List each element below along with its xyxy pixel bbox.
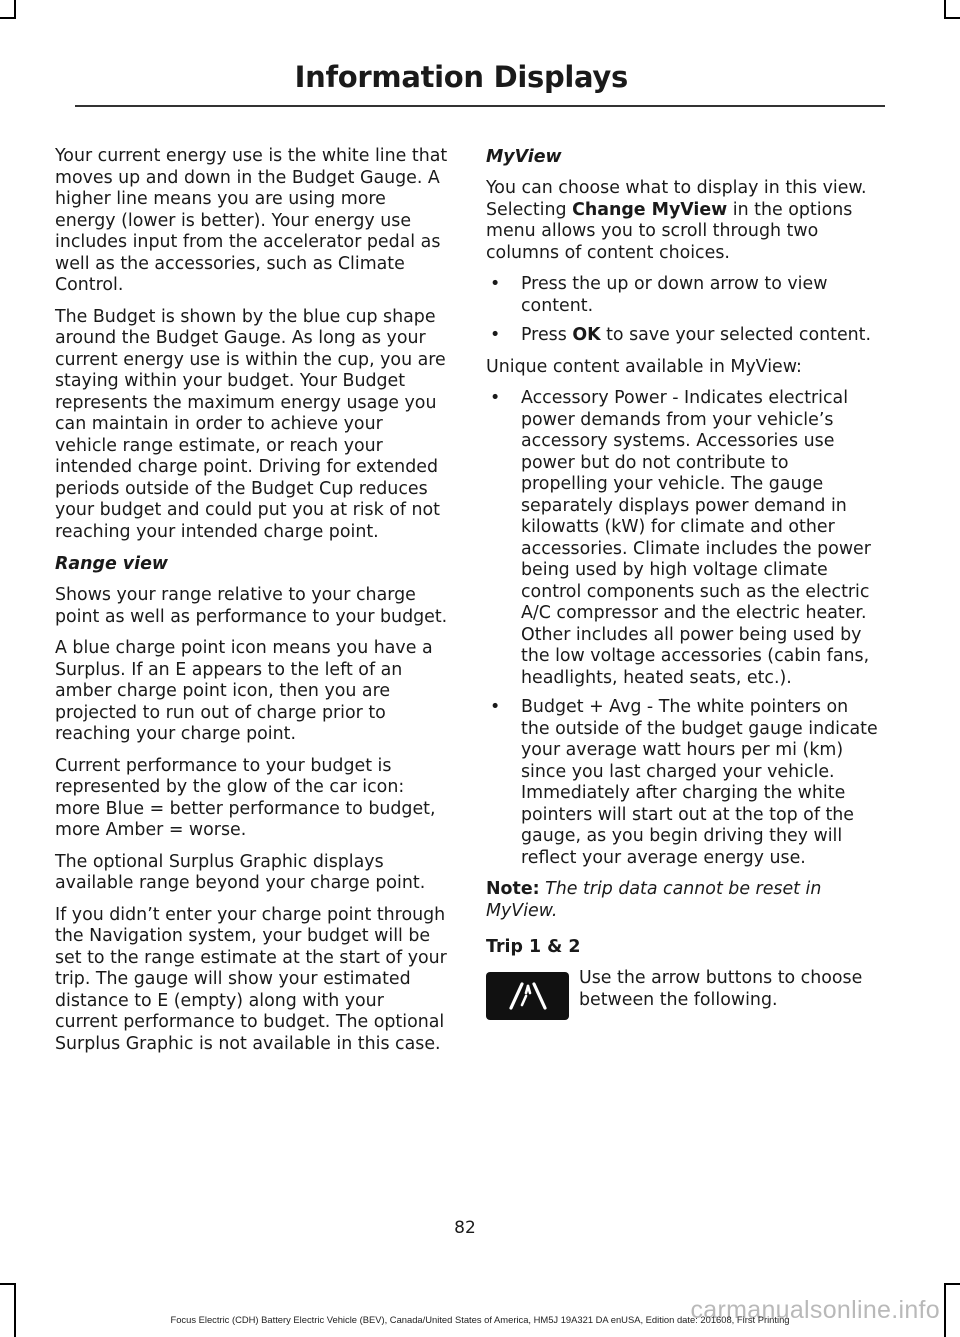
bullet: • [490, 388, 501, 408]
bullet: • [490, 325, 501, 345]
right-column [486, 146, 880, 1038]
paragraph: A blue charge point icon means you have a Surplus. If an E appears to the left of an amber charge point icon, then you are projected to run out of charge prior to reaching your charge point. [55, 638, 433, 744]
paragraph: The Budget is shown by the blue cup shape around the Budget Gauge. As long as your current energy use is within the cup, you are staying within your budget. Your Budget represents the maximum energy usage you can maintain in order to achieve your vehicle range estimate, or reach your intended charge point. Driving for extended periods outside of the Budget Cup reduces your budget and could put you at risk of not reaching your intended charge point. [55, 306, 446, 542]
paragraph: You can choose what to display in this view. Selecting Change MyView in the options menu allows you to scroll through two columns of content choices. [486, 178, 867, 263]
paragraph: Shows your range relative to your charge point as well as performance to your budget. [55, 585, 448, 627]
paragraph: The optional Surplus Graphic displays available range beyond your charge point. [55, 851, 426, 893]
crop-mark [944, 0, 946, 17]
page-number: 82 [454, 1218, 476, 1238]
crop-mark [944, 1283, 960, 1285]
list-item: • Press OK to save your selected content. [490, 325, 872, 345]
list-item: • Budget + Avg - The white pointers on the outside of the budget gauge indicate your average watt hours per mi (km) since you last charged your vehicle. Immediately after charging the white pointers will start out at the top of the gauge, as you begin driving they will reflect your average energy use. [490, 697, 878, 868]
crop-mark [14, 1283, 16, 1337]
header-divider [75, 105, 885, 107]
watermark: carmanualsonline.info [690, 1296, 940, 1324]
paragraph: Unique content available in MyView: [486, 356, 802, 377]
crop-mark [944, 1283, 946, 1337]
crop-mark [0, 17, 16, 19]
content-list [486, 388, 880, 869]
list-item: • Press the up or down arrow to view content. [490, 274, 828, 316]
crop-mark [0, 1283, 16, 1285]
page-title: Information Displays [294, 60, 628, 94]
paragraph: Your current energy use is the white line that moves up and down in the Budget Gauge. A higher line means you are using more energy (lower is better). Your energy use includes input from the accelerator pedal as well as the accessories, such as Climate Control. [55, 146, 448, 295]
button-label-ok: OK [572, 325, 601, 345]
road-icon [486, 972, 569, 1020]
crop-mark [14, 0, 16, 17]
section-heading-trip: Trip 1 & 2 [486, 937, 581, 957]
bullet: • [490, 697, 501, 717]
bullet: • [490, 274, 501, 294]
section-heading-myview: MyView [486, 147, 562, 167]
paragraph: Use the arrow buttons to choose between the following. [579, 968, 863, 1010]
trip-row [486, 968, 880, 1038]
crop-mark [944, 17, 960, 19]
menu-option-change-myview: Change MyView [572, 199, 728, 220]
footer-text: Focus Electric (CDH) Battery Electric Vehicle (BEV), Canada/United States of America, HM5J 19A321 DA enUSA, Edition date: 201608, First Printing [170, 1314, 790, 1325]
paragraph: If you didn’t enter your charge point through the Navigation system, your budget will be set to the range estimate at the start of your trip. The gauge will show your estimated distance to E (empty) along with your current performance to budget. The optional Surplus Graphic is not available in this case. [55, 904, 447, 1054]
instruction-list [486, 274, 880, 347]
section-heading-range-view: Range view [55, 554, 168, 574]
note: Note: The trip data cannot be reset in MyView. [486, 879, 822, 921]
paragraph: Current performance to your budget is represented by the glow of the car icon: more Blue = better performance to budget, more Amber = worse. [55, 755, 436, 840]
left-column [55, 146, 449, 1065]
list-item: • Accessory Power - Indicates electrical power demands from your vehicle’s accessory systems. Accessories use power but do not contribute to propelling your vehicle. The gauge separately displays power demand in kilowatts (kW) for climate and other accessories. Climate includes the power being used by high voltage climate control components such as the electric A/C compressor and the electric heater. Other includes all power being used by the low voltage accessories (cabin fans, headlights, heated seats, etc.). [490, 388, 871, 688]
